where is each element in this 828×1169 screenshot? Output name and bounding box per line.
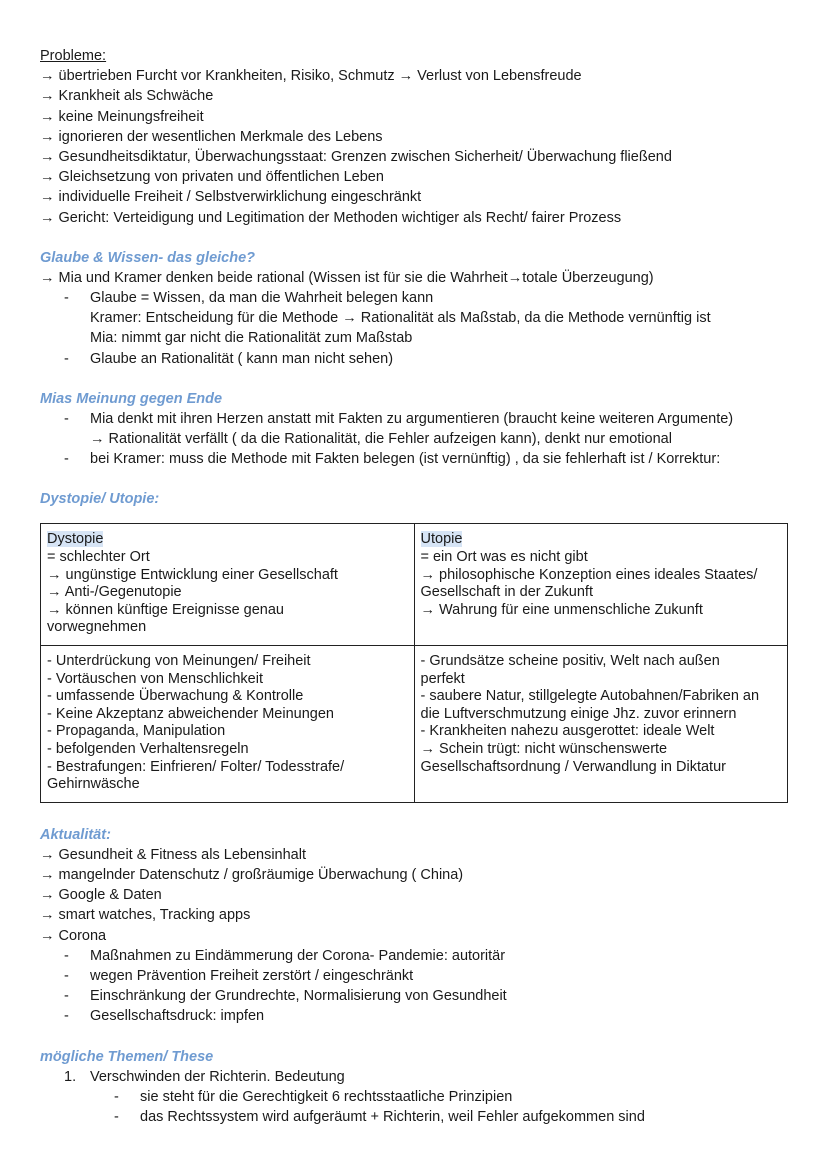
- probleme-item: → Gericht: Verteidigung und Legitimation der Methoden wichtiger als Recht/ fairer Prozess: [40, 209, 622, 226]
- number-marker: 1.: [64, 1068, 77, 1085]
- aktualitaet-item: → Corona: [40, 927, 107, 944]
- cell-line: die Luftverschmutzung einige Jhz. zuvor erinnern: [420, 705, 737, 722]
- list-item-continuation: → Rationalität verfällt ( da die Rationalität, die Fehler aufzeigen kann), denkt nur emotional: [90, 431, 672, 448]
- cell-line: - befolgenden Verhaltensregeln: [47, 740, 249, 757]
- list-item-text: Glaube = Wissen, da man die Wahrheit belegen kann: [90, 290, 434, 307]
- dystopie-utopie-table: [40, 523, 788, 802]
- cell-line: - Grundsätze scheine positiv, Welt nach außen: [420, 653, 720, 670]
- dash-marker: -: [64, 410, 69, 427]
- list-item: [40, 288, 800, 308]
- dystopie-heading: Dystopie/ Utopie:: [40, 491, 160, 508]
- list-item: [40, 966, 800, 986]
- cell-line: perfekt: [420, 670, 465, 687]
- list-item-continuation: Mia: nimmt gar nicht die Rationalität zum Maßstab: [90, 330, 413, 347]
- list-item: [40, 449, 800, 469]
- cell-line: - Vortäuschen von Menschlichkeit: [47, 670, 263, 687]
- list-item-text: Gesellschaftsdruck: impfen: [90, 1008, 265, 1025]
- themen-heading: mögliche Themen/ These: [40, 1048, 214, 1065]
- cell-line: vorwegnehmen: [47, 619, 147, 636]
- cell-line: - Bestrafungen: Einfrieren/ Folter/ Todesstrafe/: [47, 758, 345, 775]
- probleme-item: → keine Meinungsfreiheit: [40, 108, 204, 125]
- list-item-text: das Rechtssystem wird aufgeräumt + Richterin, weil Fehler aufgekommen sind: [140, 1109, 645, 1125]
- probleme-title: Probleme:: [40, 48, 107, 64]
- list-item: [40, 1087, 800, 1107]
- utopie-cell-title: Utopie: [420, 531, 463, 548]
- list-item: [40, 946, 800, 966]
- list-item: [40, 1006, 800, 1026]
- dash-marker: -: [64, 1008, 69, 1025]
- dash-marker: -: [114, 1109, 119, 1125]
- cell-line: = schlechter Ort: [47, 549, 150, 566]
- dystopie-cell-title: Dystopie: [47, 531, 104, 548]
- table-cell-utopie-features: [414, 646, 788, 803]
- list-item: [40, 1107, 800, 1127]
- cell-line: - Unterdrückung von Meinungen/ Freiheit: [47, 653, 311, 670]
- cell-line: → Wahrung für eine unmenschliche Zukunft: [420, 601, 703, 618]
- table-row: [41, 524, 788, 646]
- list-item-text: Glaube an Rationalität ( kann man nicht sehen): [90, 350, 394, 367]
- list-item-text: bei Kramer: muss die Methode mit Fakten belegen (ist vernünftig) , da sie fehlerhaft ist / Korrektur:: [90, 451, 721, 468]
- dash-marker: -: [64, 967, 69, 984]
- list-item: [40, 349, 800, 369]
- list-item-continuation: Kramer: Entscheidung für die Methode → Rationalität als Maßstab, da die Methode vernünftig ist: [90, 310, 711, 327]
- cell-line: - saubere Natur, stillgelegte Autobahnen/Fabriken an: [420, 688, 760, 705]
- cell-line: Gesellschaftsordnung / Verwandlung in Diktatur: [420, 758, 726, 775]
- dash-marker: -: [114, 1088, 119, 1105]
- cell-line: - Krankheiten nahezu ausgerottet: ideale Welt: [420, 723, 715, 740]
- glaube-heading: Glaube & Wissen- das gleiche?: [40, 249, 256, 266]
- cell-line: - Keine Akzeptanz abweichender Meinungen: [47, 705, 334, 722]
- list-item-text: Einschränkung der Grundrechte, Normalisierung von Gesundheit: [90, 988, 507, 1005]
- list-item: [40, 409, 800, 429]
- cell-line: - umfassende Überwachung & Kontrolle: [47, 688, 304, 705]
- cell-line: = ein Ort was es nicht gibt: [420, 549, 588, 566]
- dash-marker: -: [64, 350, 69, 367]
- dash-marker: -: [64, 451, 69, 468]
- list-item: [40, 986, 800, 1006]
- dash-marker: -: [64, 988, 69, 1005]
- aktualitaet-heading: Aktualität:: [40, 826, 111, 843]
- table-cell-utopie-definition: [414, 524, 788, 646]
- table-cell-dystopie-definition: [41, 524, 415, 646]
- cell-line: Gehirnwäsche: [47, 776, 140, 793]
- aktualitaet-item: → Google & Daten: [40, 887, 162, 904]
- cell-line: - Propaganda, Manipulation: [47, 723, 226, 740]
- probleme-item: → ignorieren der wesentlichen Merkmale des Lebens: [40, 128, 383, 145]
- numbered-item-text: Verschwinden der Richterin. Bedeutung: [90, 1068, 345, 1085]
- cell-line: Gesellschaft in der Zukunft: [420, 584, 593, 601]
- cell-line: → philosophische Konzeption eines ideales Staates/: [420, 566, 758, 583]
- dash-marker: -: [64, 947, 69, 964]
- numbered-item: [40, 1067, 800, 1087]
- table-row: [41, 646, 788, 803]
- aktualitaet-item: → Gesundheit & Fitness als Lebensinhalt: [40, 846, 306, 863]
- probleme-item: → Gesundheitsdiktatur, Überwachungsstaat: Grenzen zwischen Sicherheit/ Überwachung fließend: [40, 149, 672, 166]
- cell-line: → Schein trügt: nicht wünschenswerte: [420, 740, 668, 757]
- list-item-text: Maßnahmen zu Eindämmerung der Corona- Pandemie: autoritär: [90, 947, 506, 964]
- aktualitaet-item: → mangelnder Datenschutz / großräumige Überwachung ( China): [40, 866, 464, 883]
- document-page: [40, 46, 800, 1127]
- list-item-text: sie steht für die Gerechtigkeit 6 rechtsstaatliche Prinzipien: [140, 1088, 513, 1105]
- cell-line: → ungünstige Entwicklung einer Gesellschaft: [47, 566, 338, 583]
- list-item-text: Mia denkt mit ihren Herzen anstatt mit Fakten zu argumentieren (braucht keine weiteren Argumente): [90, 410, 734, 427]
- probleme-item: → übertrieben Furcht vor Krankheiten, Risiko, Schmutz → Verlust von Lebensfreude: [40, 68, 582, 85]
- aktualitaet-item: → smart watches, Tracking apps: [40, 907, 251, 924]
- probleme-item: → Gleichsetzung von privaten und öffentlichen Leben: [40, 169, 384, 186]
- list-item-text: wegen Prävention Freiheit zerstört / eingeschränkt: [90, 967, 414, 984]
- dash-marker: -: [64, 290, 69, 307]
- table-cell-dystopie-features: [41, 646, 415, 803]
- cell-line: → Anti-/Gegenutopie: [47, 584, 182, 601]
- probleme-item: → individuelle Freiheit / Selbstverwirklichung eingeschränkt: [40, 189, 422, 206]
- glaube-intro: → Mia und Kramer denken beide rational (Wissen ist für sie die Wahrheit→totale Überzeugung): [40, 269, 654, 286]
- probleme-item: → Krankheit als Schwäche: [40, 88, 214, 105]
- mias-heading: Mias Meinung gegen Ende: [40, 390, 223, 407]
- cell-line: → können künftige Ereignisse genau: [47, 601, 284, 618]
